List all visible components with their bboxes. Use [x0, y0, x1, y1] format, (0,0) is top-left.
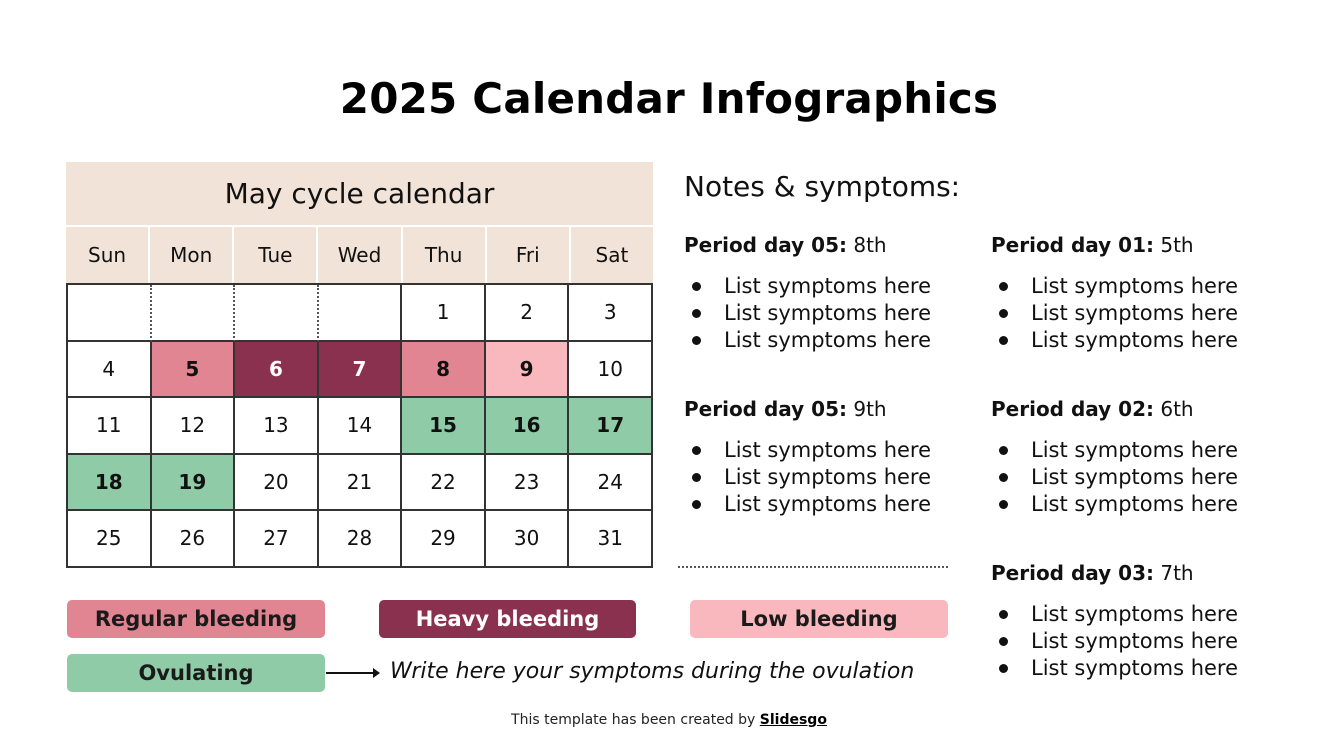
bullet-icon: [692, 309, 701, 318]
bullet-icon: [999, 610, 1008, 619]
symptom-text: List symptoms here: [724, 328, 932, 352]
symptom-text: List symptoms here: [1031, 465, 1239, 489]
note-heading: [991, 397, 1291, 425]
symptom-list: [684, 273, 984, 354]
symptom-item: [991, 273, 1291, 300]
period-day-label: Period day 03:: [991, 561, 1154, 585]
day-cell-regular: 8: [402, 342, 486, 399]
day-cell-ovulating: 19: [152, 455, 236, 512]
symptom-item: [684, 464, 984, 491]
day-cell: 26: [152, 511, 236, 568]
day-cell-low: 9: [486, 342, 570, 399]
symptom-text: List symptoms here: [724, 465, 932, 489]
legend-regular-bleeding: Regular bleeding: [67, 600, 325, 638]
period-date: 7th: [1160, 561, 1194, 585]
bullet-icon: [999, 500, 1008, 509]
weekday-label: Thu: [403, 227, 487, 283]
day-cell-ovulating: 15: [402, 398, 486, 455]
day-cell: 23: [486, 455, 570, 512]
symptom-item: [991, 464, 1291, 491]
empty-day-cell: [152, 285, 236, 342]
day-cell: 12: [152, 398, 236, 455]
weekday-header-row: [66, 227, 653, 283]
symptom-text: List symptoms here: [1031, 492, 1239, 516]
symptom-text: List symptoms here: [1031, 602, 1239, 626]
weekday-label: Mon: [150, 227, 234, 283]
note-block: [991, 397, 1291, 518]
bullet-icon: [999, 309, 1008, 318]
symptom-text: List symptoms here: [1031, 328, 1239, 352]
day-cell: 30: [486, 511, 570, 568]
empty-day-cell: [235, 285, 319, 342]
cycle-calendar: [66, 162, 653, 568]
period-day-label: Period day 01:: [991, 233, 1154, 257]
day-cell: 25: [68, 511, 152, 568]
symptom-text: List symptoms here: [724, 438, 932, 462]
day-cell-ovulating: 16: [486, 398, 570, 455]
period-date: 8th: [853, 233, 887, 257]
symptom-text: List symptoms here: [1031, 274, 1239, 298]
bullet-icon: [692, 446, 701, 455]
day-cell: 27: [235, 511, 319, 568]
period-date: 6th: [1160, 397, 1194, 421]
note-heading: [684, 233, 984, 261]
bullet-icon: [999, 282, 1008, 291]
day-cell: 29: [402, 511, 486, 568]
day-cell: 1: [402, 285, 486, 342]
symptom-item: [991, 437, 1291, 464]
empty-day-cell: [319, 285, 403, 342]
day-cell-regular: 5: [152, 342, 236, 399]
symptom-list: [991, 437, 1291, 518]
footer-credit: [0, 712, 1338, 728]
symptom-item: [991, 491, 1291, 518]
symptom-item: [991, 655, 1291, 682]
day-cell: 24: [569, 455, 653, 512]
note-block: [991, 561, 1291, 682]
weekday-label: Sun: [66, 227, 150, 283]
day-cell: 13: [235, 398, 319, 455]
symptom-item: [684, 300, 984, 327]
note-heading: [991, 561, 1291, 589]
period-day-label: Period day 02:: [991, 397, 1154, 421]
footer-text: This template has been created by: [511, 712, 760, 728]
day-cell: 4: [68, 342, 152, 399]
symptom-list: [991, 601, 1291, 682]
symptom-item: [991, 327, 1291, 354]
bullet-icon: [692, 473, 701, 482]
symptom-text: List symptoms here: [1031, 629, 1239, 653]
bullet-icon: [999, 336, 1008, 345]
symptom-item: [684, 437, 984, 464]
symptom-text: List symptoms here: [724, 301, 932, 325]
symptom-item: [991, 628, 1291, 655]
symptom-item: [684, 491, 984, 518]
symptom-text: List symptoms here: [1031, 656, 1239, 680]
symptom-text: List symptoms here: [724, 492, 932, 516]
notes-title: Notes & symptoms:: [684, 170, 961, 203]
empty-day-cell: [68, 285, 152, 342]
day-cell: 20: [235, 455, 319, 512]
note-heading: [991, 233, 1291, 261]
symptom-item: [684, 327, 984, 354]
slidesgo-link[interactable]: Slidesgo: [759, 712, 827, 728]
page-title: 2025 Calendar Infographics: [339, 74, 999, 123]
day-cell-heavy: 6: [235, 342, 319, 399]
weekday-label: Sat: [571, 227, 653, 283]
day-cell: 10: [569, 342, 653, 399]
legend-ovulating: Ovulating: [67, 654, 325, 692]
note-block: [991, 233, 1291, 354]
bullet-icon: [692, 282, 701, 291]
symptom-text: List symptoms here: [1031, 301, 1239, 325]
bullet-icon: [999, 446, 1008, 455]
symptom-list: [684, 437, 984, 518]
symptom-text: List symptoms here: [724, 274, 932, 298]
symptom-item: [991, 300, 1291, 327]
dotted-divider: [678, 566, 948, 568]
calendar-heading: May cycle calendar: [66, 162, 653, 225]
symptom-list: [991, 273, 1291, 354]
weekday-label: Wed: [318, 227, 402, 283]
day-cell: 22: [402, 455, 486, 512]
symptom-item: [991, 601, 1291, 628]
period-date: 9th: [853, 397, 887, 421]
bullet-icon: [692, 336, 701, 345]
weekday-label: Fri: [487, 227, 571, 283]
calendar-grid: [66, 283, 653, 568]
day-cell: 3: [569, 285, 653, 342]
legend-heavy-bleeding: Heavy bleeding: [379, 600, 636, 638]
bullet-icon: [999, 473, 1008, 482]
note-block: [684, 233, 984, 354]
day-cell: 2: [486, 285, 570, 342]
legend-low-bleeding: Low bleeding: [690, 600, 948, 638]
note-heading: [684, 397, 984, 425]
symptom-item: [684, 273, 984, 300]
day-cell: 21: [319, 455, 403, 512]
day-cell-ovulating: 18: [68, 455, 152, 512]
period-day-label: Period day 05:: [684, 397, 847, 421]
symptom-text: List symptoms here: [1031, 438, 1239, 462]
arrow-right-icon: [326, 672, 378, 674]
period-day-label: Period day 05:: [684, 233, 847, 257]
bullet-icon: [999, 664, 1008, 673]
bullet-icon: [999, 637, 1008, 646]
day-cell: 14: [319, 398, 403, 455]
day-cell: 11: [68, 398, 152, 455]
period-date: 5th: [1160, 233, 1194, 257]
weekday-label: Tue: [234, 227, 318, 283]
ovulation-note: Write here your symptoms during the ovulation: [390, 659, 915, 684]
day-cell-ovulating: 17: [569, 398, 653, 455]
bullet-icon: [692, 500, 701, 509]
day-cell: 31: [569, 511, 653, 568]
day-cell: 28: [319, 511, 403, 568]
day-cell-heavy: 7: [319, 342, 403, 399]
note-block: [684, 397, 984, 518]
